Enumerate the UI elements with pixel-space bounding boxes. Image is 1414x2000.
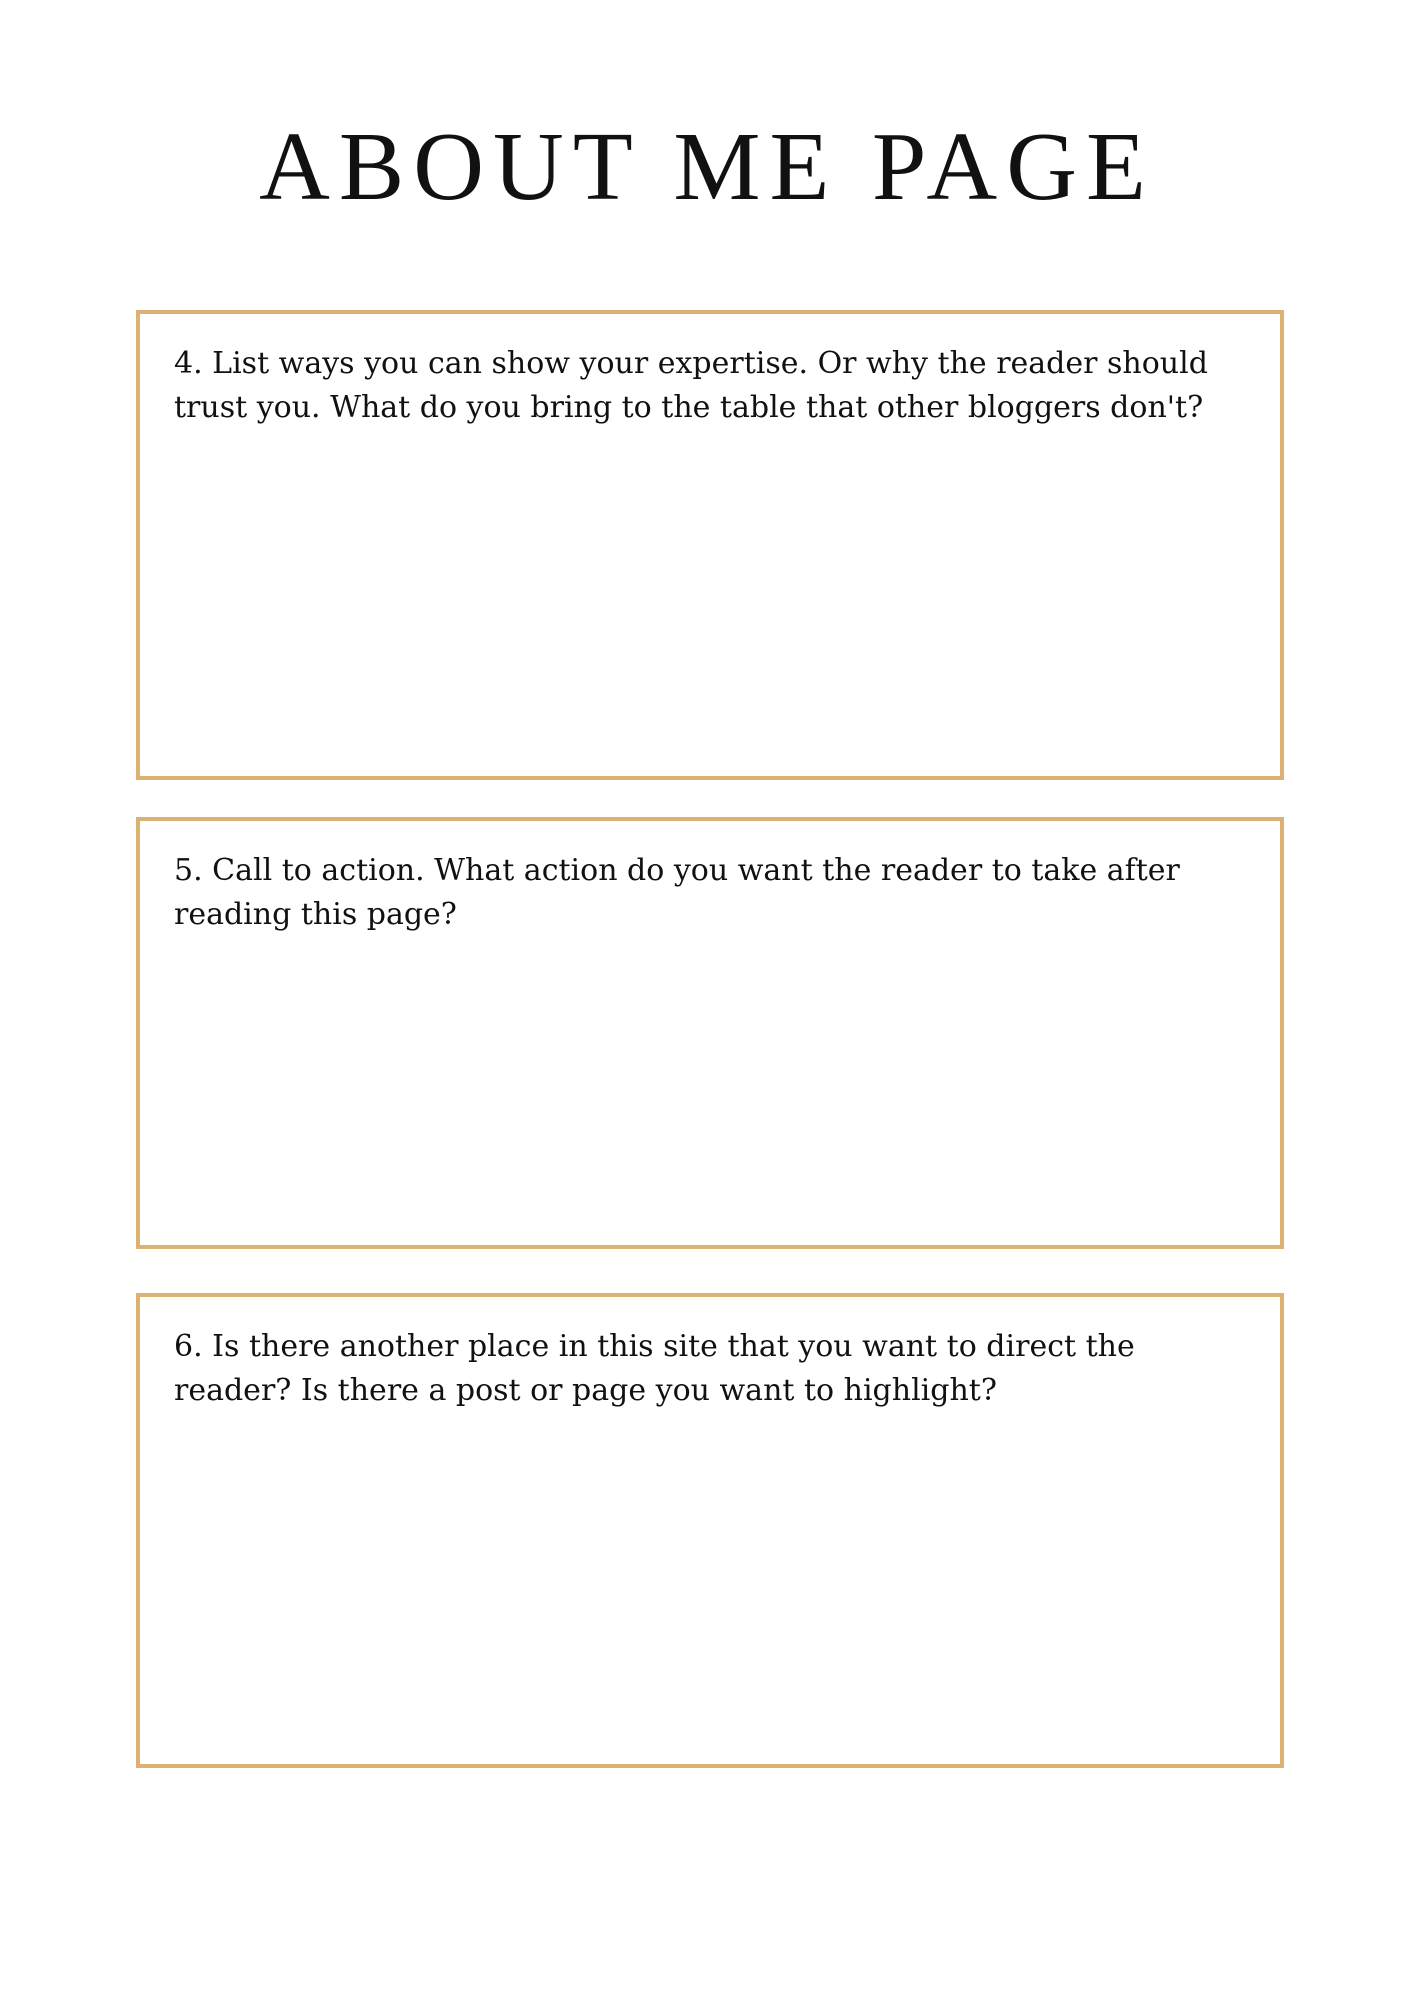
page-title: ABOUT ME PAGE [259, 113, 1155, 221]
question-box-6[interactable] [136, 1293, 1284, 1768]
question-box-4[interactable] [136, 310, 1284, 780]
question-box-5[interactable] [136, 817, 1284, 1249]
question-prompt-6: 6. Is there another place in this site that you want to direct the reader? Is there a post or page you want to highlight? [174, 1329, 1135, 1408]
question-prompt-5: 5. Call to action. What action do you want the reader to take after reading this page? [174, 853, 1180, 932]
question-prompt-4: 4. List ways you can show your expertise. Or why the reader should trust you. What do you bring to the table that other bloggers don't? [174, 346, 1208, 425]
